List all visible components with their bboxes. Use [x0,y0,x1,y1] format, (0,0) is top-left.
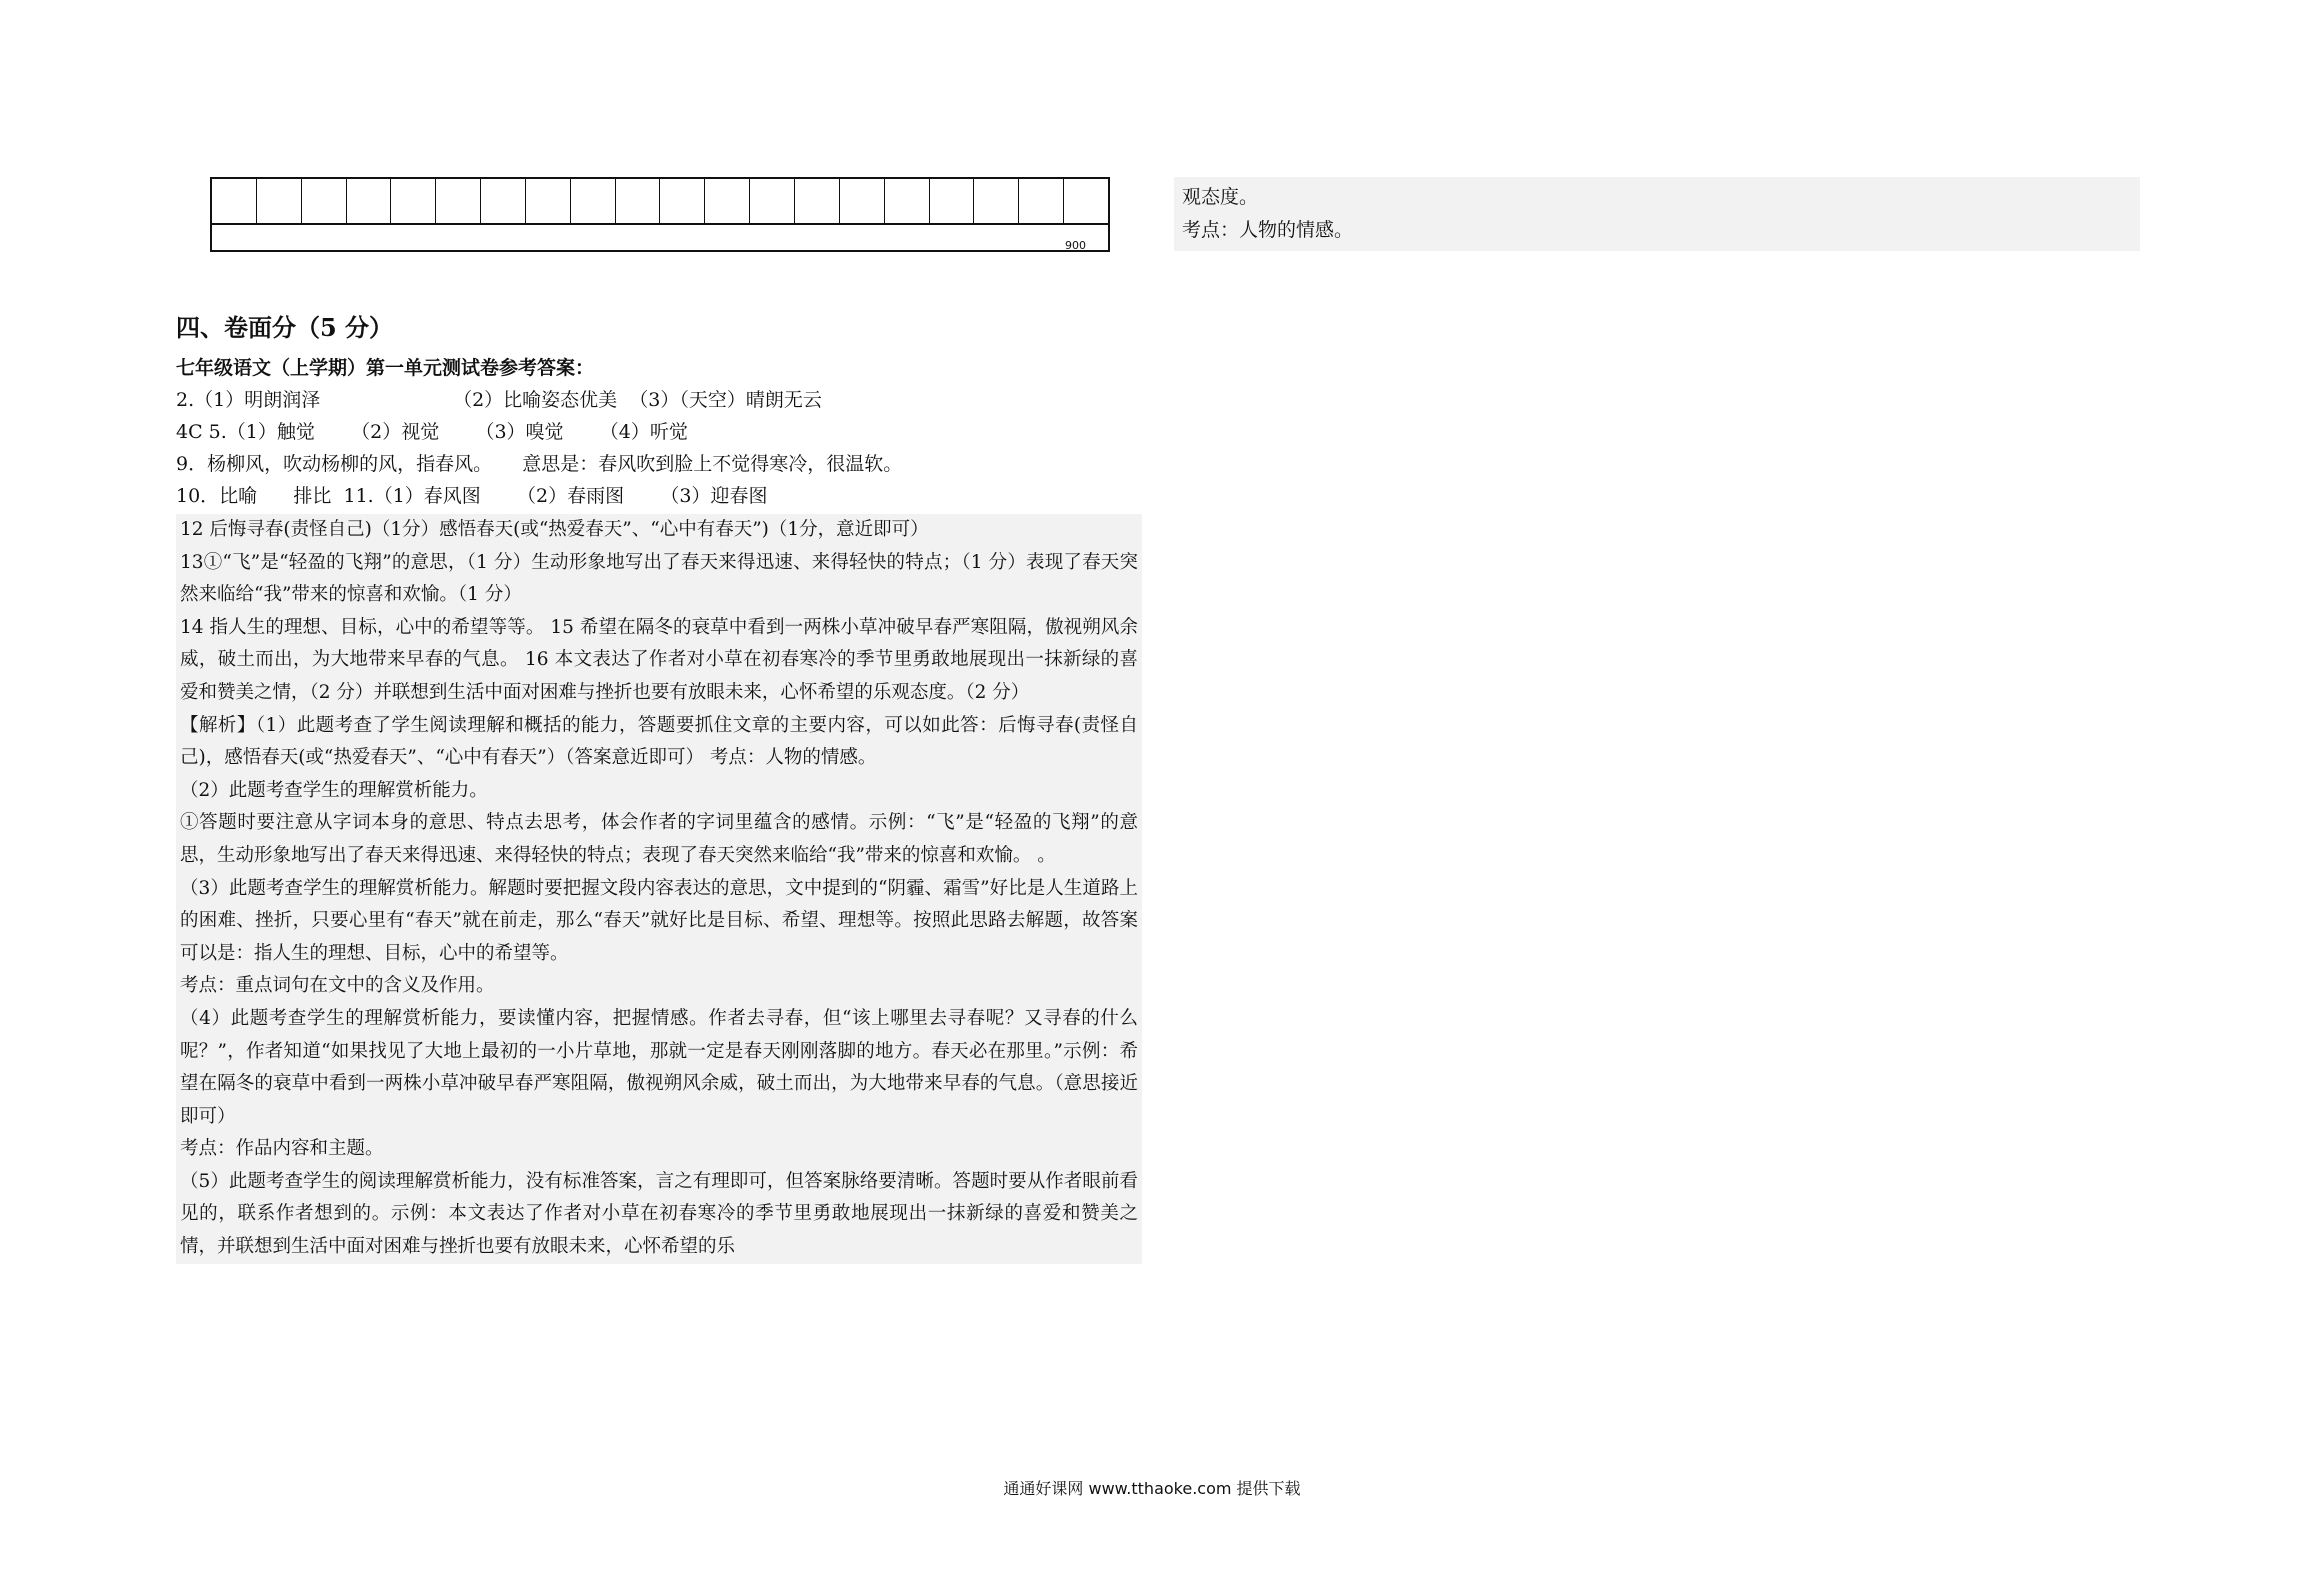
grid-cell [1019,179,1064,223]
grid-cell [885,179,930,223]
grid-cell [526,179,571,223]
grid-cell [212,179,257,223]
grid-cell [1064,179,1108,223]
answer-key-title: 七年级语文（上学期）第一单元测试卷参考答案： [176,357,595,379]
explanation-paragraph: （5）此题考查学生的阅读理解赏析能力，没有标准答案，言之有理即可，但答案脉络要清晰。答题时要从作者眼前看见的，联系作者想到的。示例：本文表达了作者对小草在初春寒冷的季节里勇敢地展现出一抹新绿的喜爱和赞美之情，并联想到生活中面对困难与挫折也要有放眼未来，心怀希望的乐 [180,1170,1138,1258]
answer-line: 9．杨柳风，吹动杨柳的风，指春风。 意思是：春风吹到脸上不觉得寒冷，很温软。 [176,453,903,475]
explanation-paragraph: 14 指人生的理想、目标，心中的希望等等。 15 希望在隔冬的衰草中看到一两株小草冲破早春严寒阻隔，傲视朔风余威，破土而出，为大地带来早春的气息。 16 本文表达了作者对小草在初春寒冷的季节里勇敢地展现出一抹新绿的喜爱和赞美之情，（2 分）并联想到生活中面对困难与挫折也要有放眼未来，心怀希望的乐观态度。（2 分） [180,616,1138,703]
grid-cell [616,179,661,223]
grid-cell [436,179,481,223]
grid-count-label: 900 [1065,239,1086,252]
right-column-text [1174,177,2140,251]
explanation-paragraph: 【解析】（1）此题考查了学生阅读理解和概括的能力，答题要抓住文章的主要内容，可以如此答：后悔寻春(责怪自己)，感悟春天(或“热爱春天”、“心中有春天”）（答案意近即可） 考点：人物的情感。 [180,714,1138,769]
right-line: 考点：人物的情感。 [1182,219,1354,241]
page-footer: 通通好课网 www.tthaoke.com 提供下载 [1003,1479,1301,1498]
explanation-paragraph: （3）此题考查学生的理解赏析能力。解题时要把握文段内容表达的意思，文中提到的“阴霾、霜雪”好比是人生道路上的困难、挫折，只要心里有“春天”就在前走，那么“春天”就好比是目标、希望、理想等。按照此思路去解题，故答案可以是：指人生的理想、目标，心中的希望等。 [180,877,1138,964]
explanation-paragraph: （2）此题考查学生的理解赏析能力。 [180,779,488,801]
left-column [176,310,1146,1264]
explanation-paragraph: 考点：重点词句在文中的含义及作用。 [180,975,495,997]
writing-grid [210,177,1110,252]
right-line: 观态度。 [1182,186,1259,208]
explanation-paragraph: ①答题时要注意从字词本身的意思、特点去思考，体会作者的字词里蕴含的感情。示例：“飞”是“轻盈的飞翔”的意思，生动形象地写出了春天来得迅速、来得轻快的特点；表现了春天突然来临给“我”带来的惊喜和欢愉。 。 [180,812,1138,866]
grid-cell [705,179,750,223]
explanation-paragraph: 13①“飞”是“轻盈的飞翔”的意思，（1 分）生动形象地写出了春天来得迅速、来得轻快的特点；（1 分）表现了春天突然来临给“我”带来的惊喜和欢愉。（1 分） [180,551,1138,606]
explanation-paragraph: 考点：作品内容和主题。 [180,1138,384,1160]
answer-line: 10．比喻 排比 11.（1）春风图 （2）春雨图 （3）迎春图 [176,485,768,507]
grid-cell [347,179,392,223]
grid-cell [795,179,840,223]
grid-bottom-strip [210,225,1110,252]
section-heading: 四、卷面分（5 分） [176,313,394,342]
grid-cell [481,179,526,223]
grid-cell [840,179,885,223]
grid-cell [660,179,705,223]
grid-cell [750,179,795,223]
grid-cell [571,179,616,223]
answer-line: 2.（1）明朗润泽 （2）比喻姿态优美 （3）（天空）晴朗无云 [176,389,822,411]
grid-cell [302,179,347,223]
grid-cell [974,179,1019,223]
explanation-block [176,514,1142,1264]
grid-cell [257,179,302,223]
explanation-paragraph: 12 后悔寻春(责怪自己)（1分）感悟春天(或“热爱春天”、“心中有春天”)（1分，意近即可） [180,519,929,540]
explanation-paragraph: （4）此题考查学生的理解赏析能力，要读懂内容，把握情感。作者去寻春，但“该上哪里去寻春呢？又寻春的什么呢？”，作者知道“如果找见了大地上最初的一小片草地，那就一定是春天刚刚落脚的地方。春天必在那里。”示例：希望在隔冬的衰草中看到一两株小草冲破早春严寒阻隔，傲视朔风余威，破土而出，为大地带来早春的气息。（意思接近即可） [180,1007,1138,1127]
grid-cell [391,179,436,223]
answer-line: 4C 5.（1）触觉 （2）视觉 （3）嗅觉 （4）听觉 [176,421,688,443]
grid-row [210,177,1110,225]
grid-cell [930,179,975,223]
